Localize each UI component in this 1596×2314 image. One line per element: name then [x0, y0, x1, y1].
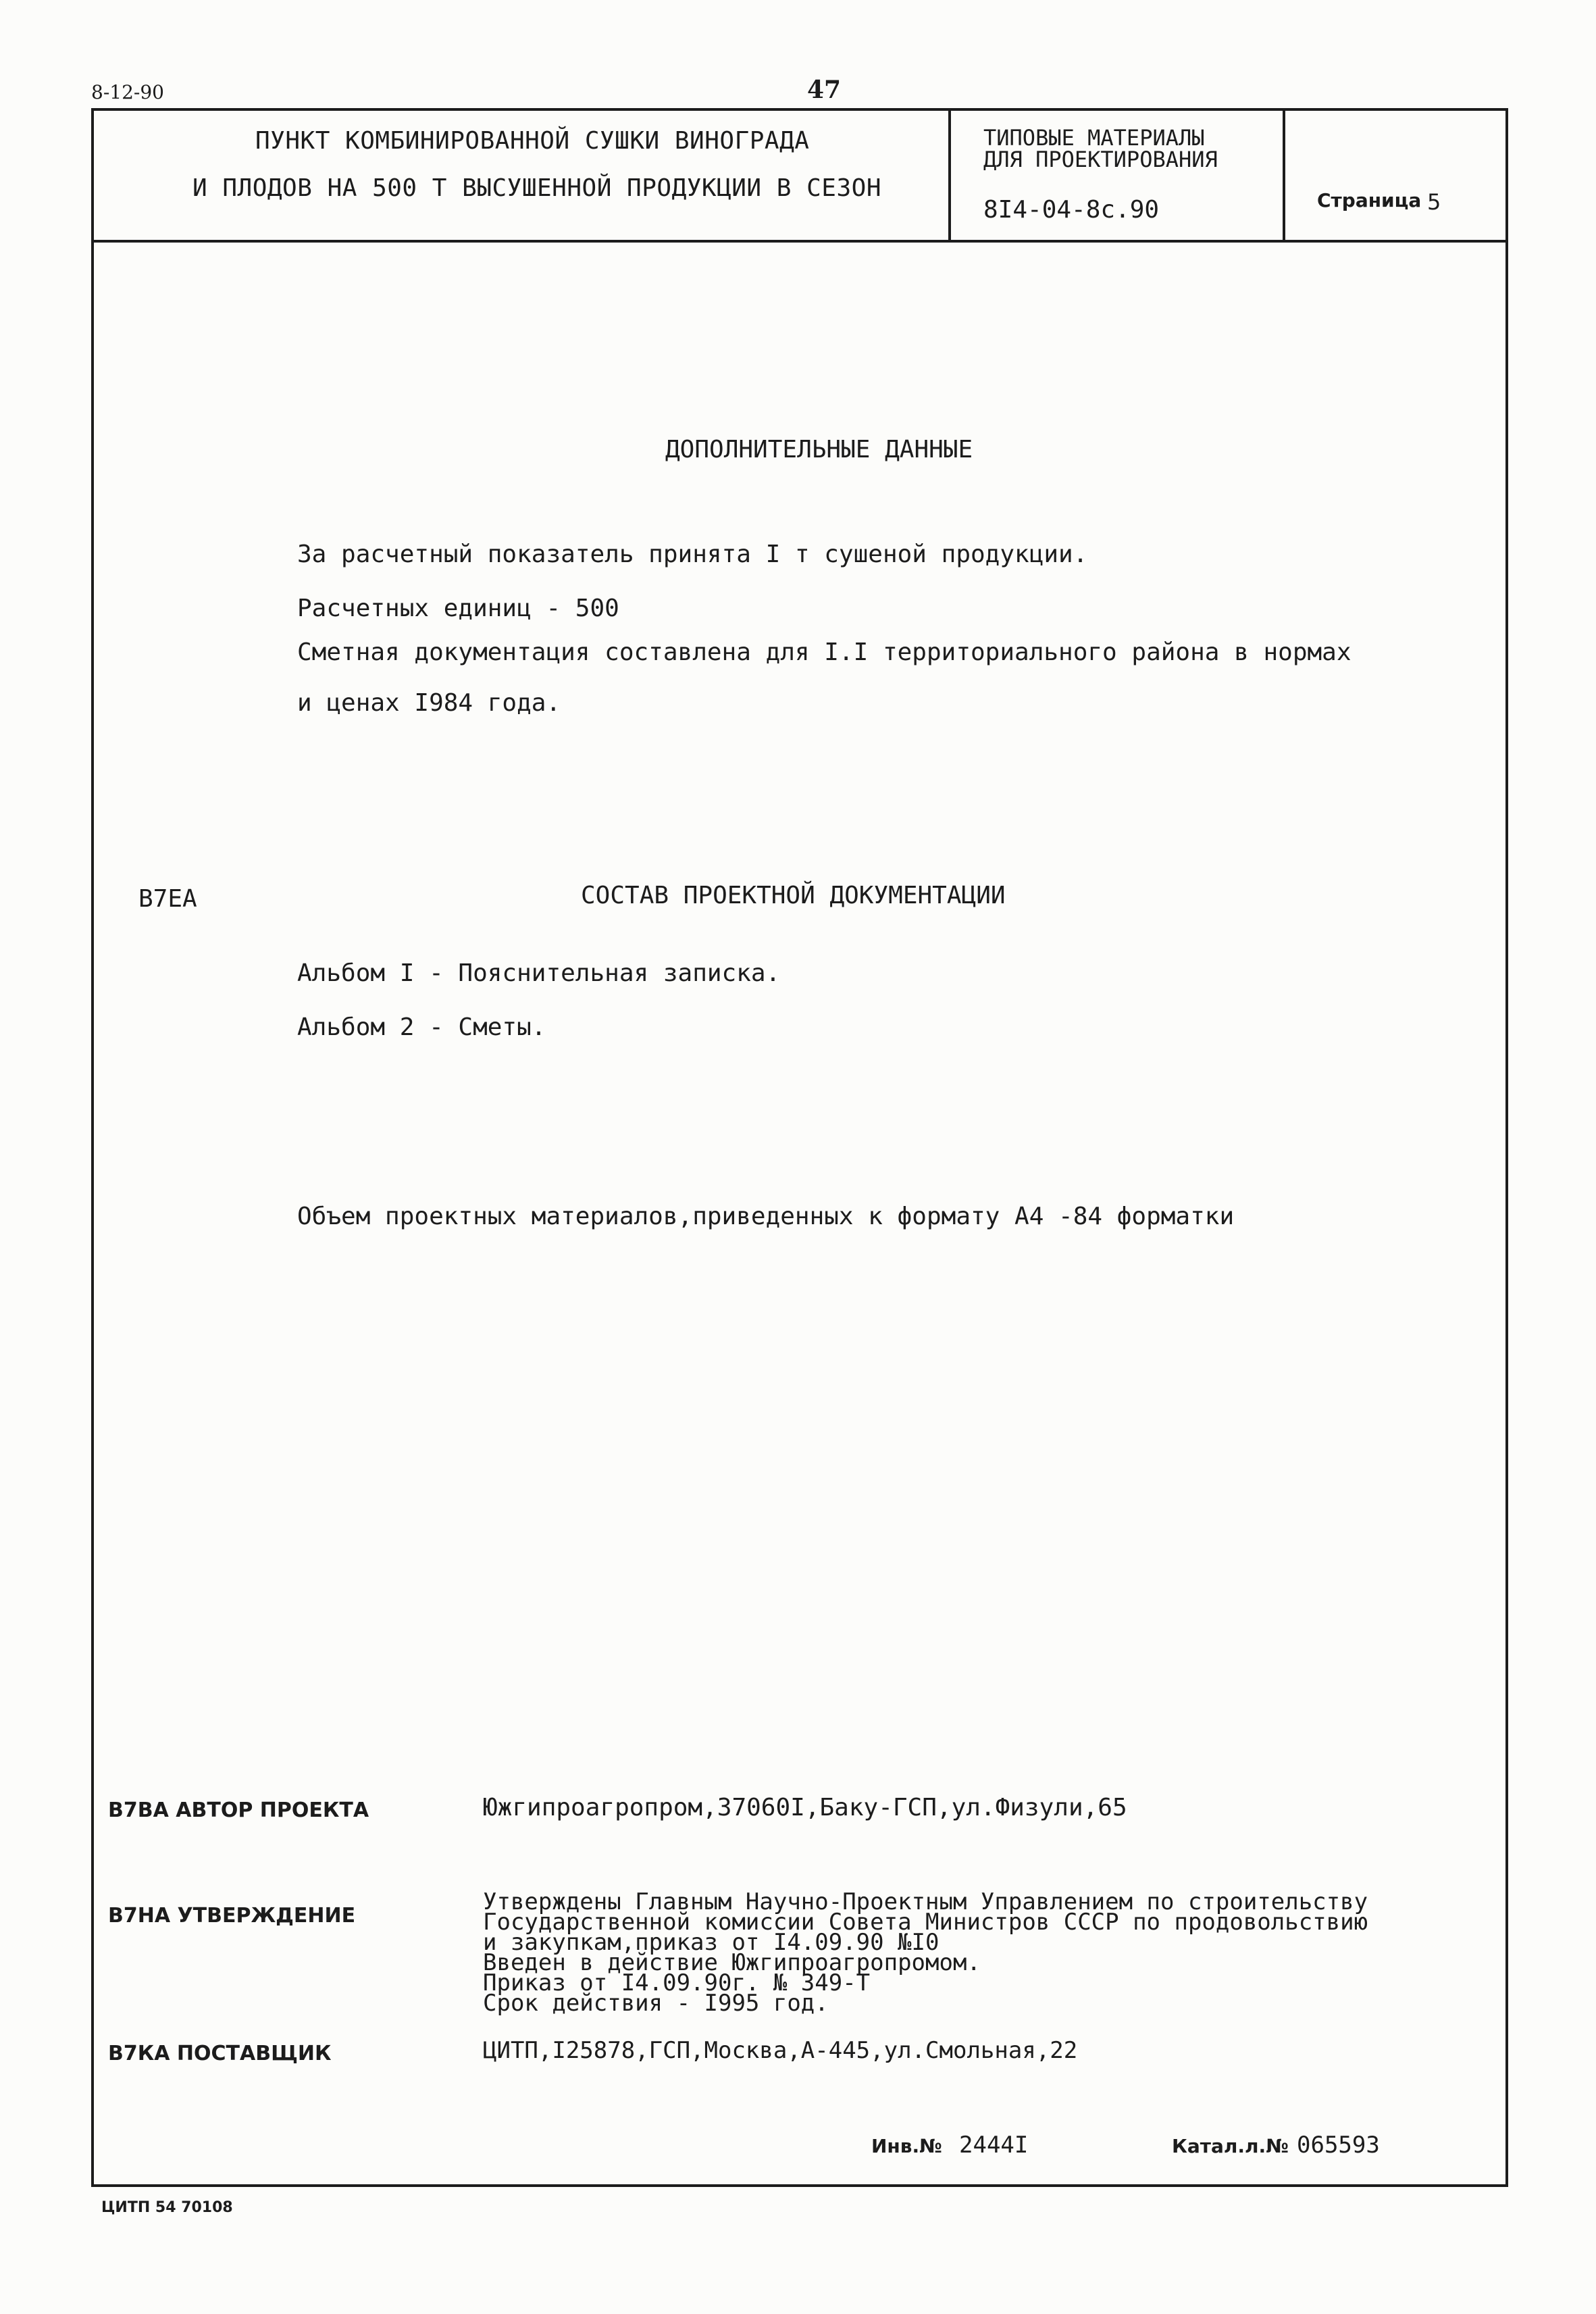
approval-line: Государственной комиссии Совета Министров СССР по продовольствию	[483, 1909, 1368, 1936]
project-title-line-2: И ПЛОДОВ НА 500 Т ВЫСУШЕННОЙ ПРОДУКЦИИ В СЕЗОН	[192, 174, 881, 202]
approval-line: Приказ от I4.09.90г. № 349-Т	[483, 1969, 871, 1996]
page-label: Страница	[1317, 189, 1422, 211]
printer-stamp: ЦИТП 54 70108	[101, 2199, 233, 2216]
sheet-number: 47	[807, 76, 842, 104]
header-divider	[91, 240, 1508, 243]
catalog-number: 065593	[1297, 2132, 1380, 2159]
approval-line: и закупкам,приказ от I4.09.90 №I0	[483, 1929, 939, 1956]
document-date: 8-12-90	[91, 81, 164, 103]
author-label: В7ВА АВТОР ПРОЕКТА	[108, 1799, 369, 1822]
header-column-divider-2	[1283, 108, 1285, 241]
inventory-label: Инв.№	[871, 2135, 942, 2157]
series-title-line-1: ТИПОВЫЕ МАТЕРИАЛЫ	[983, 125, 1205, 151]
section-heading-additional-data: ДОПОЛНИТЕЛЬНЫЕ ДАННЫЕ	[665, 436, 973, 463]
series-title-line-2: ДЛЯ ПРОЕКТИРОВАНИЯ	[983, 147, 1218, 172]
section1-line: За расчетный показатель принята I т сушеной продукции.	[297, 540, 1088, 568]
section1-line: Расчетных единиц - 500	[297, 595, 619, 622]
approval-line: Утверждены Главным Научно-Проектным Управлением по строительству	[483, 1888, 1368, 1915]
page-value: 5	[1427, 189, 1441, 215]
inventory-number: 2444I	[959, 2132, 1029, 2159]
album-line: Альбом I - Пояснительная записка.	[297, 959, 781, 987]
section-heading-documentation: СОСТАВ ПРОЕКТНОЙ ДОКУМЕНТАЦИИ	[581, 882, 1006, 909]
approval-line: Срок действия - I995 год.	[483, 1990, 829, 2017]
section1-line: Сметная документация составлена для I.I территориального района в нормах	[297, 638, 1352, 666]
album-line: Альбом 2 - Сметы.	[297, 1013, 546, 1041]
approval-line: Введен в действие Южгипроагропромом.	[483, 1949, 981, 1976]
header-column-divider-1	[948, 108, 951, 241]
catalog-label: Катал.л.№	[1172, 2135, 1289, 2157]
author-value: Южгипроагропром,37060I,Баку-ГСП,ул.Физули,65	[483, 1794, 1127, 1821]
document-code: 8I4-04-8с.90	[983, 196, 1160, 224]
volume-line: Объем проектных материалов,приведенных к формату А4 -84 форматки	[297, 1203, 1235, 1230]
section1-line: и ценах I984 года.	[297, 689, 561, 717]
supplier-label: В7КА ПОСТАВЩИК	[108, 2042, 332, 2065]
page-frame	[91, 108, 1508, 2187]
supplier-value: ЦИТП,I25878,ГСП,Москва,А-445,ул.Смольная,22	[483, 2037, 1078, 2064]
section-code: В7ЕА	[138, 885, 197, 913]
approval-label: В7НА УТВЕРЖДЕНИЕ	[108, 1904, 356, 1928]
project-title-line-1: ПУНКТ КОМБИНИРОВАННОЙ СУШКИ ВИНОГРАДА	[255, 127, 810, 155]
